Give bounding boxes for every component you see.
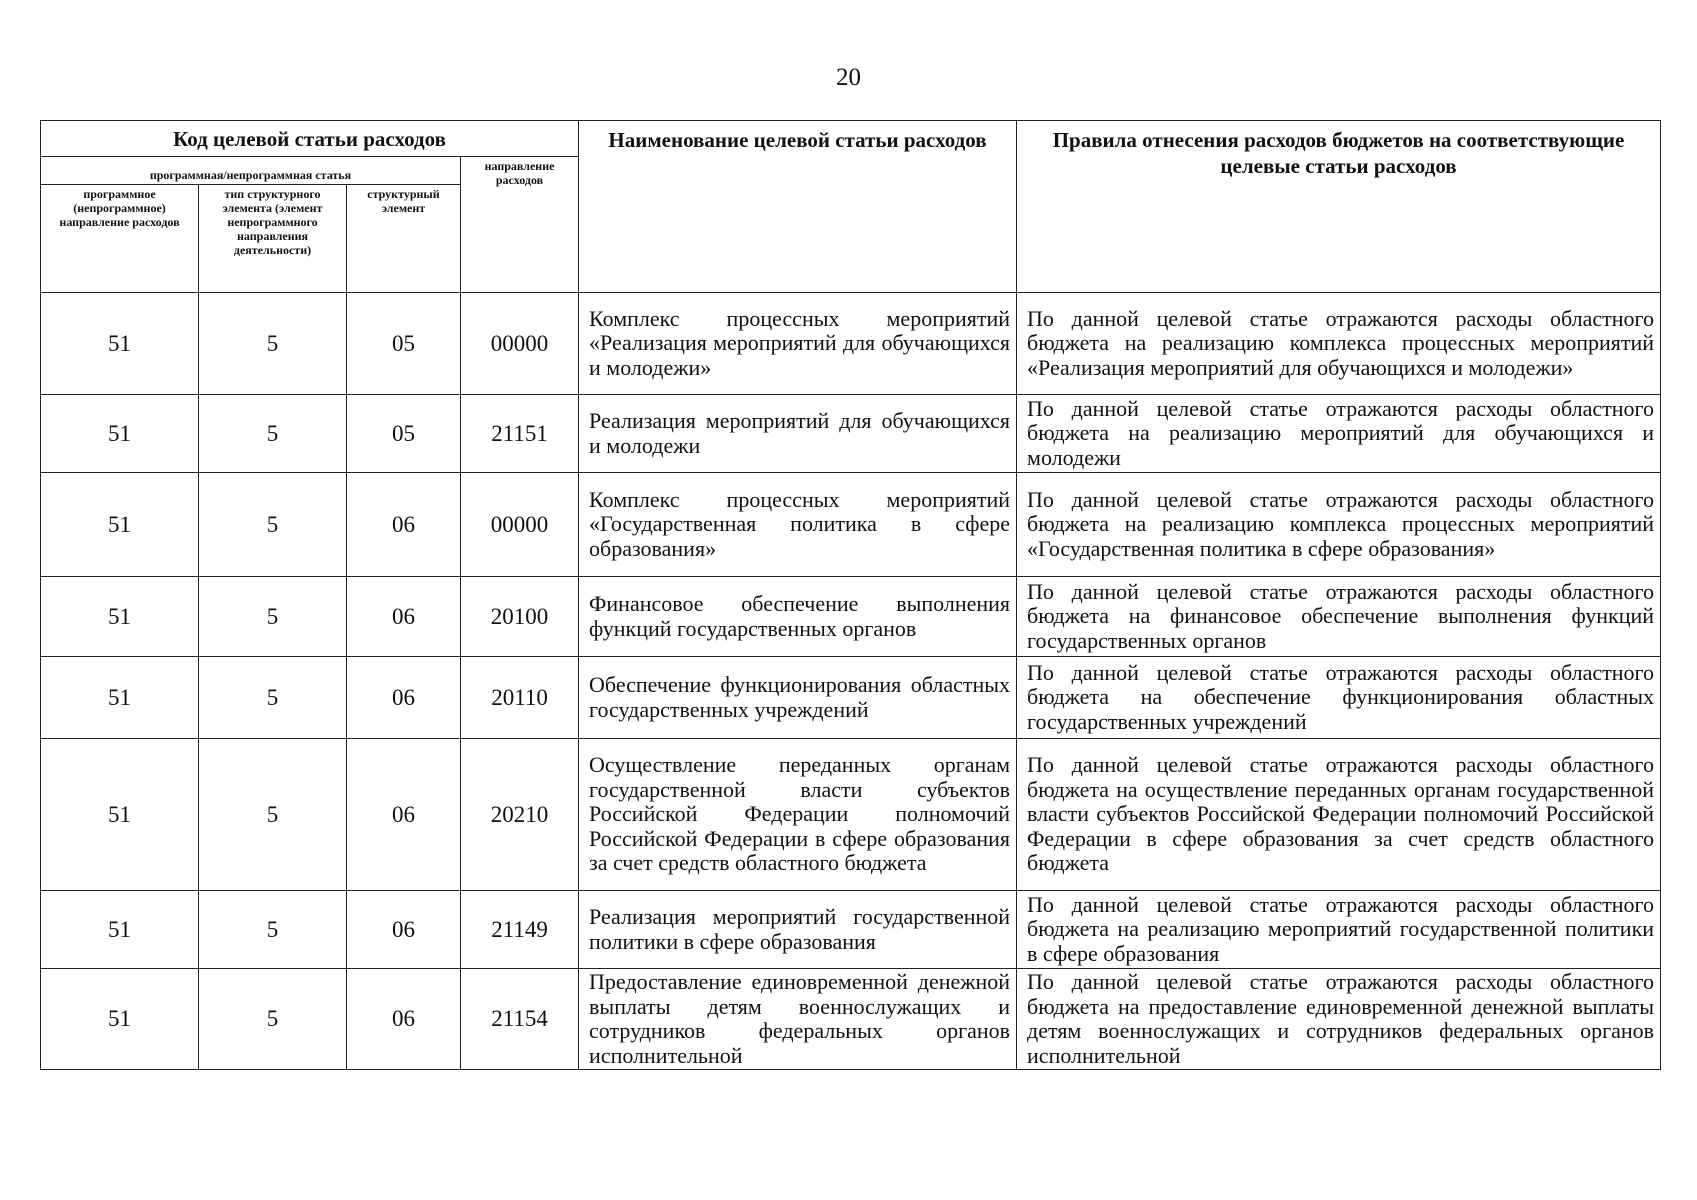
header-name: Наименование целевой статьи расходов	[579, 121, 1017, 293]
cell-direction: 00000	[461, 473, 579, 577]
table-row	[41, 577, 1661, 657]
cell-name: Комплекс процессных мероприятий «Реализация мероприятий для обучающихся и молодежи»	[579, 293, 1017, 395]
cell-program-direction: 51	[41, 739, 199, 891]
cell-rule: По данной целевой статье отражаются расходы областного бюджета на обеспечение функционирования областных государственных учреждений	[1017, 657, 1661, 739]
cell-structural-element: 06	[347, 577, 461, 657]
header-element-type: тип структурного элемента (элемент непрограммного направления деятельности)	[199, 185, 347, 293]
cell-name: Финансовое обеспечение выполнения функций государственных органов	[579, 577, 1017, 657]
cell-direction: 20100	[461, 577, 579, 657]
header-code-group: Код целевой статьи расходов	[41, 121, 579, 157]
cell-element-type: 5	[199, 739, 347, 891]
table-row	[41, 969, 1661, 1070]
table-row	[41, 657, 1661, 739]
cell-rule: По данной целевой статье отражаются расходы областного бюджета на реализацию мероприятий для обучающихся и молодежи	[1017, 395, 1661, 473]
cell-program-direction: 51	[41, 969, 199, 1070]
cell-program-direction: 51	[41, 891, 199, 969]
cell-program-direction: 51	[41, 577, 199, 657]
cell-element-type: 5	[199, 969, 347, 1070]
cell-program-direction: 51	[41, 657, 199, 739]
cell-rule: По данной целевой статье отражаются расходы областного бюджета на финансовое обеспечение выполнения функций государственных органов	[1017, 577, 1661, 657]
cell-element-type: 5	[199, 577, 347, 657]
cell-rule: По данной целевой статье отражаются расходы областного бюджета на реализацию мероприятий государственной политики в сфере образования	[1017, 891, 1661, 969]
cell-direction: 20210	[461, 739, 579, 891]
cell-structural-element: 06	[347, 657, 461, 739]
cell-structural-element: 06	[347, 969, 461, 1070]
page-number: 20	[836, 64, 861, 91]
cell-element-type: 5	[199, 891, 347, 969]
cell-rule: По данной целевой статье отражаются расходы областного бюджета на реализацию комплекса процессных мероприятий «Реализация мероприятий для обучающихся и молодежи»	[1017, 293, 1661, 395]
cell-structural-element: 06	[347, 473, 461, 577]
cell-direction: 21154	[461, 969, 579, 1070]
table-row	[41, 293, 1661, 395]
cell-program-direction: 51	[41, 293, 199, 395]
cell-name: Обеспечение функционирования областных государственных учреждений	[579, 657, 1017, 739]
header-rules: Правила отнесения расходов бюджетов на соответствующие целевые статьи расходов	[1017, 121, 1661, 293]
table-header	[41, 121, 1661, 293]
header-program-direction: программное (непрограммное) направление расходов	[41, 185, 199, 293]
cell-structural-element: 06	[347, 891, 461, 969]
cell-rule: По данной целевой статье отражаются расходы областного бюджета на реализацию комплекса процессных мероприятий «Государственная политика в сфере образования»	[1017, 473, 1661, 577]
cell-element-type: 5	[199, 473, 347, 577]
cell-structural-element: 05	[347, 293, 461, 395]
cell-rule: По данной целевой статье отражаются расходы областного бюджета на осуществление переданных органам государственной власти субъектов Российской Федерации полномочий Российской Федерации в сфере образования за счет средств областного бюджета	[1017, 739, 1661, 891]
cell-name: Комплекс процессных мероприятий «Государственная политика в сфере образования»	[579, 473, 1017, 577]
header-direction: направление расходов	[461, 157, 579, 293]
cell-rule: По данной целевой статье отражаются расходы областного бюджета на предоставление единовременной денежной выплаты детям военнослужащих и сотрудников федеральных органов исполнительной	[1017, 969, 1661, 1070]
cell-name: Предоставление единовременной денежной выплаты детям военнослужащих и сотрудников федеральных органов исполнительной	[579, 969, 1017, 1070]
cell-structural-element: 06	[347, 739, 461, 891]
table-row	[41, 395, 1661, 473]
table-row	[41, 891, 1661, 969]
cell-element-type: 5	[199, 395, 347, 473]
table-body	[41, 293, 1661, 1070]
header-program-group: программная/непрограммная статья	[41, 157, 461, 185]
cell-direction: 20110	[461, 657, 579, 739]
target-articles-table	[40, 120, 1661, 1070]
header-structural-element: структурный элемент	[347, 185, 461, 293]
table-row	[41, 739, 1661, 891]
cell-element-type: 5	[199, 657, 347, 739]
cell-element-type: 5	[199, 293, 347, 395]
cell-direction: 21151	[461, 395, 579, 473]
table-row	[41, 473, 1661, 577]
cell-direction: 00000	[461, 293, 579, 395]
cell-name: Реализация мероприятий для обучающихся и молодежи	[579, 395, 1017, 473]
cell-program-direction: 51	[41, 473, 199, 577]
cell-name: Реализация мероприятий государственной политики в сфере образования	[579, 891, 1017, 969]
cell-program-direction: 51	[41, 395, 199, 473]
cell-direction: 21149	[461, 891, 579, 969]
cell-structural-element: 05	[347, 395, 461, 473]
cell-name: Осуществление переданных органам государственной власти субъектов Российской Федерации полномочий Российской Федерации в сфере образования за счет средств областного бюджета	[579, 739, 1017, 891]
